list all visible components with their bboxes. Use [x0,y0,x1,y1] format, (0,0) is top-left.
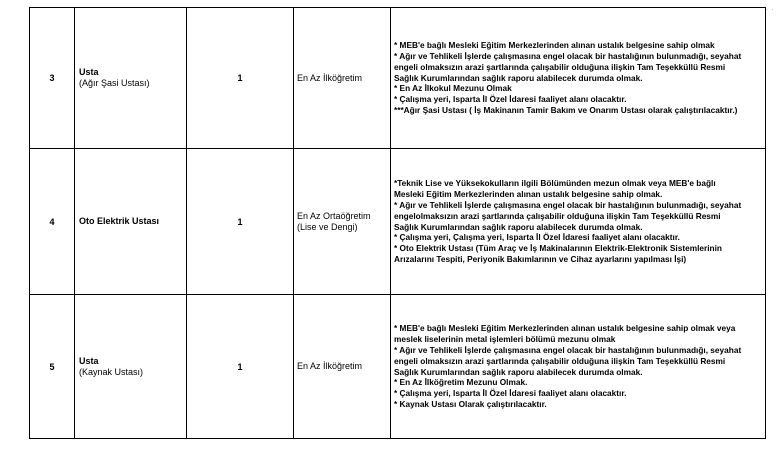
table-row [30,295,766,439]
requirements-cell [391,8,766,149]
position-title-cell [75,295,187,439]
requirements-cell [391,295,766,439]
position-count: 1 [187,8,294,149]
position-count: 1 [187,295,294,439]
requirement-line: Sağlık Kurumlarından sağlık raporu alabilecek durumda olmak. [394,72,643,83]
requirement-line: * MEB'e bağlı Mesleki Eğitim Merkezlerinden alınan ustalık belgesine sahip olmak [394,40,715,51]
requirement-line: * En Az İlkokul Mezunu Olmak [394,83,512,94]
position-subtitle: (Kaynak Ustası) [79,366,144,377]
requirement-line: * Kaynak Ustası Olarak çalıştırılacaktır. [394,398,547,409]
requirement-line: * Çalışma yeri, Isparta İl Özel İdaresi faaliyet alanı olacaktır. [394,94,627,105]
requirement-line: engelolmaksızın arazi şartlarında çalışabilir olduğuna ilişkin Tam Teşekküllü Resmi [394,210,721,221]
education-detail: (Lise ve Dengi) [297,221,358,232]
requirement-line: ***Ağır Şasi Ustası ( İş Makinanın Tamir Bakım ve Onarım Ustası olarak çalıştırılacaktır.) [394,104,738,115]
requirement-line: * MEB'e bağlı Mesleki Eğitim Merkezlerinden alınan ustalık belgesine sahip olmak veya [394,323,736,334]
education-cell [294,8,391,149]
education-level: En Az İlköğretim [297,361,363,371]
education-level: En Az İlköğretim [297,72,363,83]
requirement-line: * Ağır ve Tehlikeli İşlerde çalışmasına engel olacak bir hastalığının bulunmadığı, seyahat [394,51,742,61]
row-number: 3 [30,8,75,149]
requirement-line: Sağlık Kurumlarından sağlık raporu alabilecek durumda olmak. [394,366,643,377]
position-title-cell [75,8,187,149]
position-count: 1 [187,149,294,295]
requirement-line: * En Az İlköğretim Mezunu Olmak. [394,377,528,388]
requirement-line: Arızalarını Tespiti, Periyonik Bakımlarının ve Cihaz ayarlarını yapılması İşi) [394,253,687,264]
requirement-line: engeli olmaksızın arazi şartlarında çalışabilir olduğuna ilişkin Tam Teşekküllü Resmi [394,61,726,72]
requirement-line: * Çalışma yeri, Çalışma yeri, Isparta İl Özel İdaresi faaliyet alanı olacaktır. [394,232,680,243]
table-row [30,149,766,295]
education-cell [294,149,391,295]
position-title-cell [75,149,187,295]
requirement-line: Sağlık Kurumlarından sağlık raporu alabilecek durumda olmak. [394,221,643,232]
requirements-cell [391,149,766,295]
requirement-line: meslek liselerinin metal işlemleri bölümü mezunu olmak [394,334,616,345]
row-number: 4 [30,149,75,295]
position-title: Oto Elektrik Ustası [79,216,160,226]
requirement-line: * Ağır ve Tehlikeli İşlerde çalışmasına engel olacak bir hastalığının bulunmadığı, seyahat [394,199,742,210]
education-cell [294,295,391,439]
requirement-line: Mesleki Eğitim Merkezlerinden alınan ustalık belgesine sahip olmak. [394,189,663,200]
requirement-line: * Oto Elektrik Ustası (Tüm Araç ve İş Makinalarının Elektrik-Elektronik Sistemlerinin [394,243,722,254]
position-subtitle: (Ağır Şasi Ustası) [79,78,150,88]
job-listing-table [29,7,766,439]
table-row [30,8,766,149]
requirement-line: *Teknik Lise ve Yüksekokulların ilgili Bölümünden mezun olmak veya MEB'e bağlı [394,178,716,189]
education-level: En Az Ortaöğretim [297,210,371,221]
position-title: Usta [79,67,99,77]
row-number: 5 [30,295,75,439]
requirement-line: * Çalışma yeri, Isparta İl Özel İdaresi faaliyet alanı olacaktır. [394,388,627,399]
position-title: Usta [79,355,99,366]
page-corner-mark: · · [765,4,774,14]
requirement-line: * Ağır ve Tehlikeli İşlerde çalışmasına engel olacak bir hastalığının bulunmadığı, seyahat [394,344,742,355]
requirement-line: engeli olmaksızın arazi şartlarında çalışabilir olduğuna ilişkin Tam Teşekküllü Resmi [394,355,726,366]
